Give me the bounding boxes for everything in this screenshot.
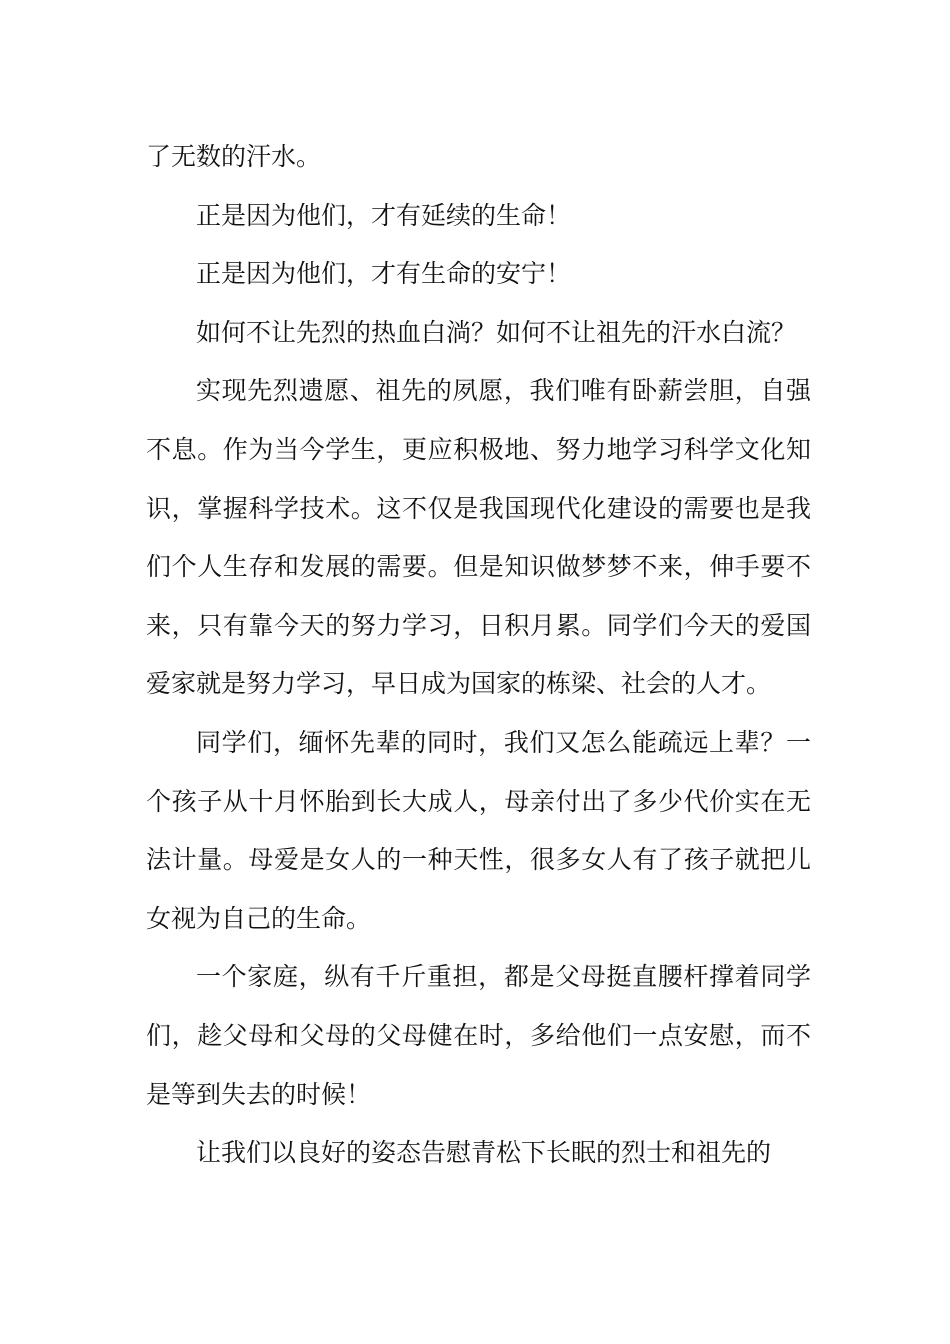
- paragraph-1: 了无数的汗水。: [146, 142, 322, 171]
- document-page: [146, 128, 811, 1183]
- paragraph-7: 一个家庭，纵有千斤重担，都是父母挺直腰杆撑着同学们，趁父母和父母的父母健在时，多给他们一点安慰，而不是等到失去的时候！: [146, 962, 811, 1109]
- paragraph-8: 让我们以良好的姿态告慰青松下长眠的烈士和祖先的: [196, 1138, 772, 1168]
- paragraph-5: 实现先烈遗愿、祖先的夙愿，我们唯有卧薪尝胆，自强不息。作为当今学生，更应积极地、努力地学习科学文化知识，掌握科学技术。这不仅是我国现代化建设的需要也是我们个人生存和发展的需要。但是知识做梦梦不来，伸手要不来，只有靠今天的努力学习，日积月累。同学们今天的爱国爱家就是努力学习，早日成为国家的栋梁、社会的人才。: [146, 376, 811, 699]
- paragraph-6: 同学们，缅怀先辈的同时，我们又怎么能疏远上辈？一个孩子从十月怀胎到长大成人，母亲付出了多少代价实在无法计量。母爱是女人的一种天性，很多女人有了孩子就把儿女视为自己的生命。: [146, 727, 811, 933]
- paragraph-4: 如何不让先烈的热血白淌？如何不让祖先的汗水白流？: [196, 317, 797, 347]
- paragraph-2: 正是因为他们，才有延续的生命！: [196, 200, 572, 230]
- paragraph-3: 正是因为他们，才有生命的安宁！: [196, 259, 572, 289]
